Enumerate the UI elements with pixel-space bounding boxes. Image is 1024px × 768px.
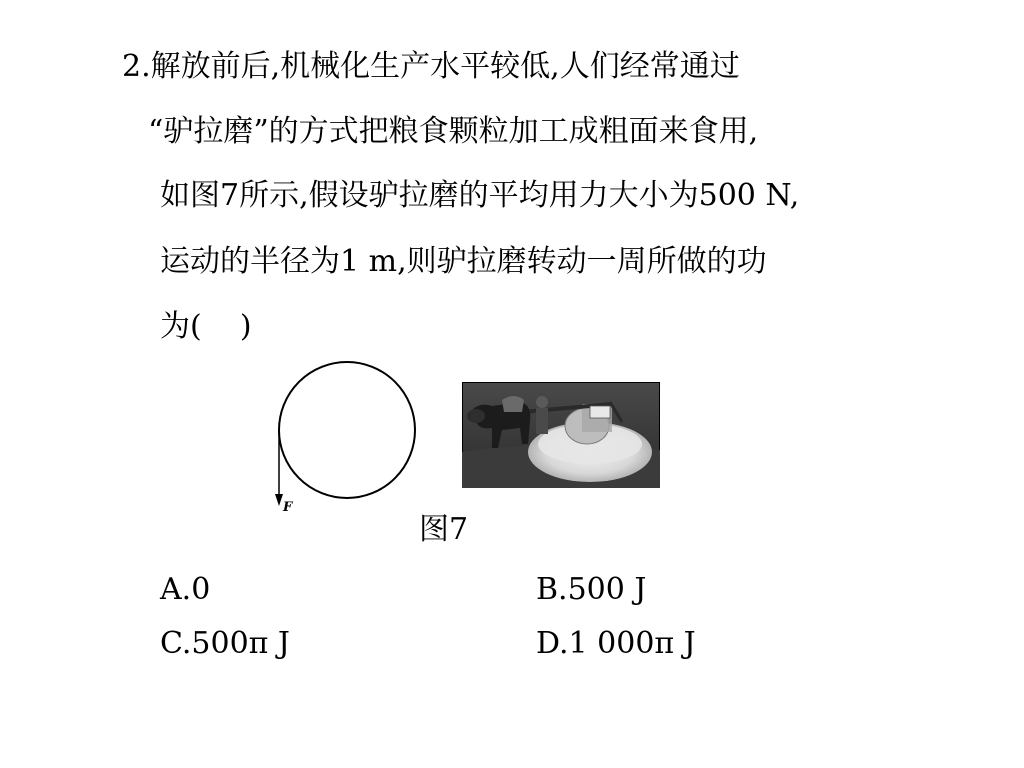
question-line-1: 2.解放前后,机械化生产水平较低,人们经常通过	[122, 49, 740, 84]
figure-caption: 图7	[419, 512, 469, 547]
path-circle	[279, 362, 415, 498]
question-line-4: 运动的半径为1 m,则驴拉磨转动一周所做的功	[160, 244, 767, 279]
donkey-mill-photo	[462, 382, 660, 488]
force-arrow-head	[275, 494, 283, 506]
question-line-2: “驴拉磨”的方式把粮食颗粒加工成粗面来食用,	[148, 114, 759, 149]
question-line-3: 如图7所示,假设驴拉磨的平均用力大小为500 N,	[160, 178, 800, 213]
option-d: D.1 000π J	[536, 626, 696, 661]
force-label: F	[283, 500, 293, 515]
question-line-5: 为( )	[160, 309, 252, 344]
option-c: C.500π J	[160, 626, 290, 661]
option-b: B.500 J	[536, 572, 647, 607]
circle-force-diagram	[268, 356, 428, 518]
option-a: A.0	[160, 572, 211, 607]
